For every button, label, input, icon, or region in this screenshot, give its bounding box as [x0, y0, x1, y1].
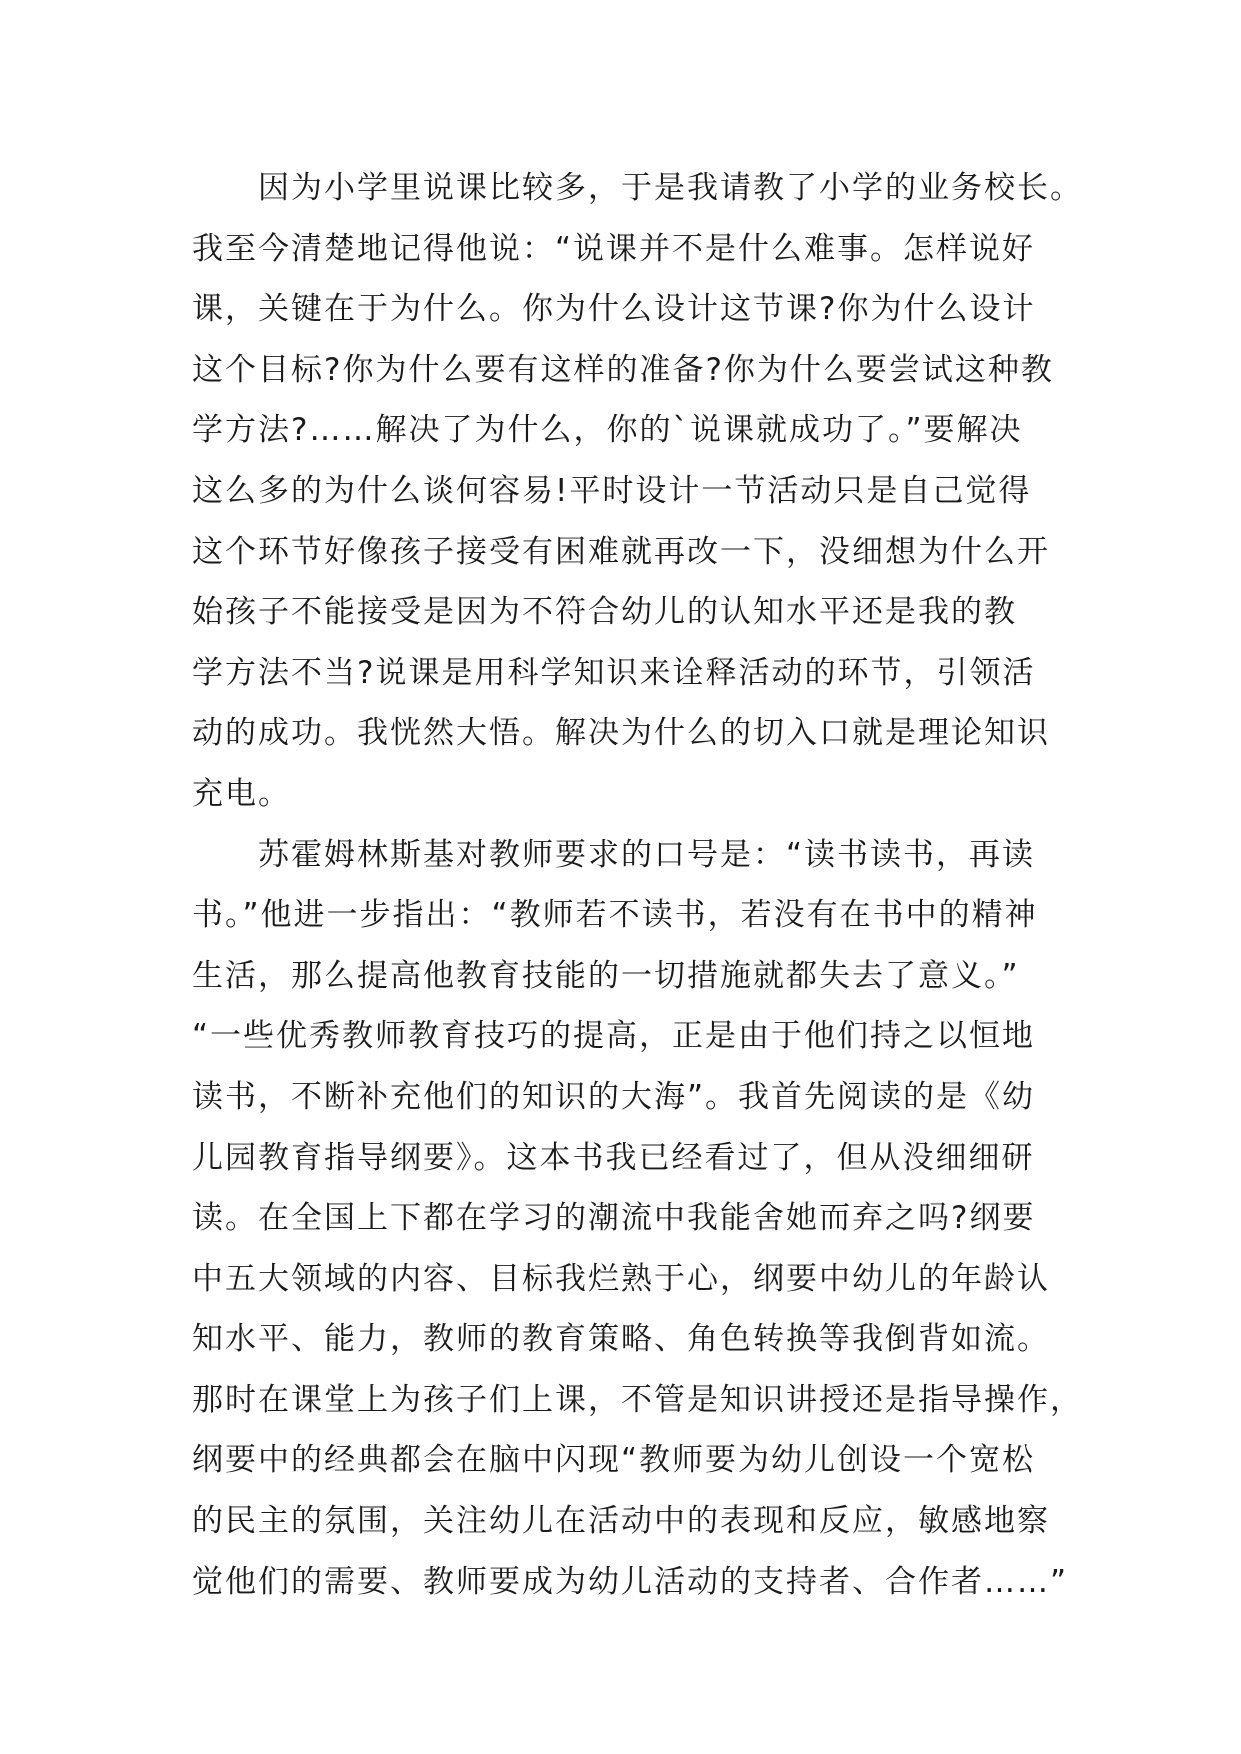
paragraph-2-line: 中五大领域的内容、目标我烂熟于心，纲要中幼儿的年龄认 [192, 1260, 1050, 1297]
document-body [192, 158, 1092, 1612]
paragraph-1-line: 课，关键在于为什么。你为什么设计这节课?你为什么设计 [192, 291, 1036, 328]
paragraph-1-line: 动的成功。我恍然大悟。解决为什么的切入口就是理论知识 [192, 715, 1050, 752]
paragraph-2-line: “一些优秀教师教育技巧的提高，正是由于他们持之以恒地 [192, 1018, 1036, 1055]
paragraph-1-line: 这个环节好像孩子接受有困难就再改一下，没细想为什么开 [192, 533, 1050, 570]
paragraph-1-line: 这么多的为什么谈何容易!平时设计一节活动只是自己觉得 [192, 472, 1032, 509]
paragraph-2-line: 觉他们的需要、教师要成为幼儿活动的支持者、合作者……” [192, 1563, 1069, 1600]
paragraph-2-line: 那时在课堂上为孩子们上课，不管是知识讲授还是指导操作， [192, 1381, 1083, 1418]
paragraph-2-line: 读书，不断补充他们的知识的大海”。我首先阅读的是《幼 [192, 1078, 1036, 1115]
paragraph-1-line: 因为小学里说课比较多，于是我请教了小学的业务校长。 [258, 170, 1083, 206]
paragraph-2-line: 儿园教育指导纲要》。这本书我已经看过了，但从没细细研 [192, 1139, 1035, 1176]
paragraph-2-line: 知水平、能力，教师的教育策略、角色转换等我倒背如流。 [192, 1321, 1050, 1358]
paragraph-1-line: 学方法?……解决了为什么，你的`说课就成功了。”要解决 [192, 412, 1023, 449]
paragraph-2-line: 读。在全国上下都在学习的潮流中我能舍她而弃之吗?纲要 [192, 1200, 1036, 1237]
paragraph-1-line: 充电。 [192, 775, 291, 812]
paragraph-2-line: 的民主的氛围，关注幼儿在活动中的表现和反应，敏感地察 [192, 1503, 1050, 1540]
paragraph-2-line: 苏霍姆林斯基对教师要求的口号是：“读书读书，再读 [258, 836, 1036, 873]
paragraph-2-line: 生活，那么提高他教育技能的一切措施就都失去了意义。” [192, 957, 1020, 994]
paragraph-1-line: 始孩子不能接受是因为不符合幼儿的认知水平还是我的教 [192, 594, 1017, 631]
paragraph-2-line: 书。”他进一步指出：“教师若不读书，若没有在书中的精神 [192, 897, 1038, 934]
paragraph-1-line: 我至今清楚地记得他说：“说课并不是什么难事。怎样说好 [192, 230, 1036, 267]
paragraph-1-line: 这个目标?你为什么要有这样的准备?你为什么要尝试这种教 [192, 351, 1054, 388]
paragraph-1-line: 学方法不当?说课是用科学知识来诠释活动的环节，引领活 [192, 654, 1036, 691]
paragraph-2-line: 纲要中的经典都会在脑中闪现“教师要为幼儿创设一个宽松 [192, 1442, 1036, 1479]
